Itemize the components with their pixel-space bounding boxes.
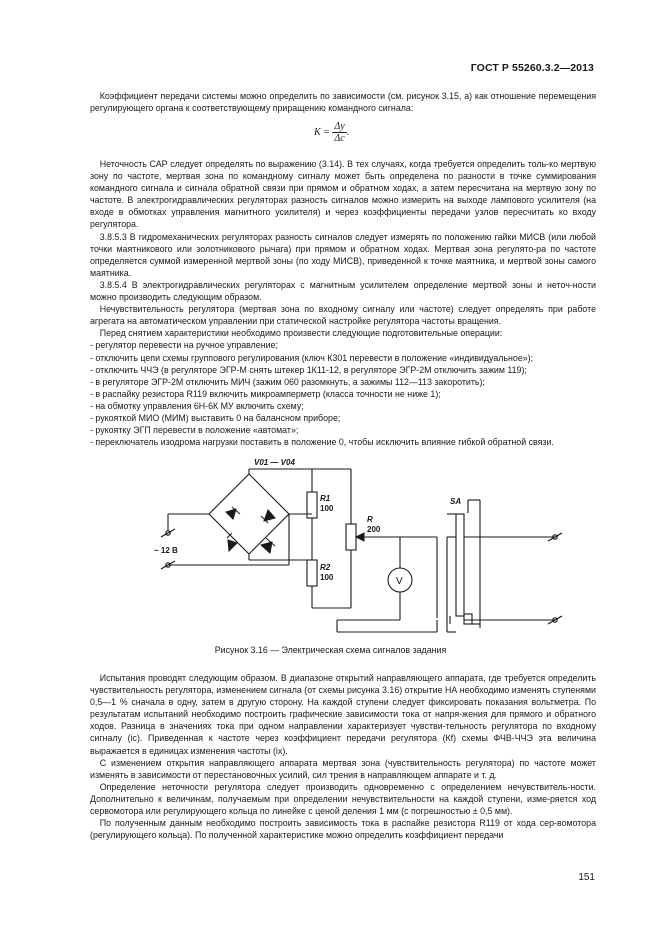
list-item: - в распайку резистора R119 включить микроамперметр (класса точности не ниже 1); — [90, 388, 441, 399]
label-r1: R1 — [320, 494, 331, 503]
label-voltmeter: V — [396, 576, 403, 587]
label-source: ~ 12 В — [154, 546, 178, 555]
list-item: - отключить цепи схемы группового регулирования (ключ К301 перевести в положение «индивидуальное»); — [90, 352, 534, 363]
label-switch: SA — [450, 497, 462, 506]
label-r1-value: 100 — [320, 504, 334, 513]
diode-v03 — [228, 540, 237, 551]
diode-v04 — [261, 542, 272, 553]
label-diodes: V01 — V04 — [254, 458, 295, 467]
paragraph: Нечувствительность регулятора (мертвая зона по входному сигналу или частоте) следует определять при работе агрегата на автоматическом управлении при статической настройке регулятора частоты вращения. — [90, 304, 596, 327]
list-item: - в регуляторе ЭГР-2М отключить МИЧ (зажим 060 разомкнуть, а зажимы 112—113 закоротить); — [90, 376, 485, 387]
formula-numerator: Δy — [334, 121, 345, 132]
list-item: - отключить ЧЧЭ (в регуляторе ЭГР-М снять штекер 1К11-12, в регуляторе ЭГР-2М отключить зажим 119); — [90, 364, 527, 375]
formula-lhs: K = — [314, 126, 330, 138]
figure-caption: Рисунок 3.16 — Электрическая схема сигналов задания — [214, 645, 447, 655]
paragraph: Неточность САР следует определять по выражению (3.14). В тех случаях, когда требуется определить толь-ко мертвую зону по частоте, мертвая зона по командному сигналу может быть определена по разности в точке суммирования командного сигнала и сигнала обратной связи при прямом и обратном ходах, а затем пересчитана на мертвую зону по частоте. В электрогидравлических регуляторах разность сигналов можно измерить на выходе лампового усилителя (на входе в обмотках управления магнитного усилителя) и через коэффициенты передачи узлов пересчитать ко входу регулятора. — [90, 159, 596, 230]
paragraph: 3.8.5.3 В гидромеханических регуляторах разность сигналов следует измерять по положению гайки МИСВ (или любой точки маятникового или золотникового рычага) при прямом и обратном ходах. Мертвая зона регулято-ра по частоте определяется суммой измеренной мертвой зоны (по ходу МИСВ), приведенной к точке маятника, и мертвой зоны самого маятника. — [90, 231, 596, 278]
paragraph: Коэффициент передачи системы можно определить по зависимости (см. рисунок 3.15, а) как отношение перемещения регулирующего органа к соответствующему приращению командного сигнала: — [90, 91, 596, 114]
diode-v02 — [264, 510, 275, 521]
list-item: - регулятор перевести на ручное управление; — [90, 340, 278, 351]
list-item: - рукояткой МИО (МИМ) выставить 0 на балансном приборе; — [90, 412, 341, 423]
diode-v01 — [226, 509, 236, 519]
page-number: 151 — [578, 872, 595, 883]
list-item: - на обмотку управления 6Н-6К МУ включить схему; — [90, 400, 304, 411]
paragraph: По полученным данным необходимо построить зависимость тока в распайке резистора R119 от хода сер-вомотора (регулирующего кольца). По полученной характеристике можно определить коэффициент передачи — [90, 818, 596, 841]
paragraph: Определение неточности регулятора следует производить одновременно с определением нечувствитель-ности. Дополнительно к величинам, получаемым при определении нечувствительности на каждой ступени, изме-ряется ход сервомотора или регулирующего кольца по линейке с ценой деления 1 мм (с погрешностью ± 0,5 мм). — [90, 781, 596, 817]
label-r2: R2 — [320, 563, 331, 572]
label-r: R — [367, 515, 373, 524]
wiper-arrow — [356, 533, 364, 541]
diode-bridge — [209, 474, 289, 554]
paragraph: Перед снятием характеристики необходимо произвести следующие подготовительные операции: — [99, 328, 503, 339]
text-block-tests — [90, 672, 596, 841]
document-header: ГОСТ Р 55260.3.2—2013 — [470, 62, 594, 74]
paragraph: 3.8.5.4 В электрогидравлических регуляторах с магнитным усилителем определение мертвой зоны и неточ-ности можно производить следующим образом. — [90, 279, 596, 303]
formula-tail: . — [346, 126, 350, 138]
label-r-value: 200 — [367, 525, 381, 534]
paragraph: Испытания проводят следующим образом. В диапазоне открытий направляющего аппарата, где требуется определить чувствительность регулятора, изменением сигнала (от схемы рисунка 3.16) открытие НА необходимо изменять ступенями 0,5—1 % сначала в одну, затем в другую сторону. На каждой ступени следует фиксировать показания вольтметра. По результатам испытаний необходимо построить графические зависимости тока от напря-жения для прямого и обратного ходов. Разница в значениях тока при одном направлении характеризует чувстви-тельность регулятора по входному сигналу (iс). Приведенная к частоте через коэффициент передачи регулятора (Кf) схемы ФЧВ-ЧЧЭ эта величина выражается в единицах изменения частоты (ix). — [90, 673, 596, 756]
list-item: - переключатель изодрома нагрузки поставить в положение 0, чтобы исключить влияние гибкой обратной связи. — [90, 437, 554, 448]
label-r2-value: 100 — [320, 573, 334, 582]
list-item: - рукоятку ЭГП перевести в положение «автомат»; — [90, 425, 299, 436]
formula-denominator: Δc — [334, 133, 345, 144]
paragraph: С изменением открытия направляющего аппарата мертвая зона (чувствительность регулятора) по частоте может изменять в зависимости от перестановочных усилий, сил трения в направляющем аппарате и т. д. — [90, 757, 596, 780]
